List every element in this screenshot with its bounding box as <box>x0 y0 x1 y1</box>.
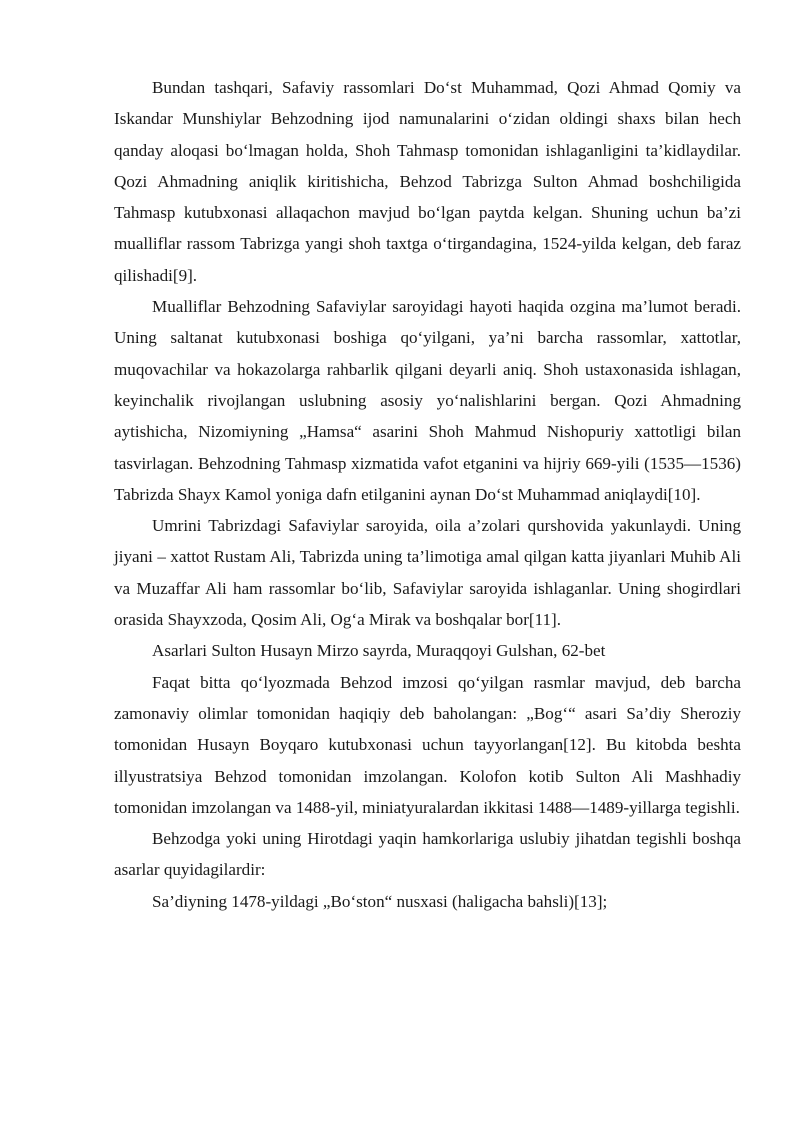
paragraph-caption-works: Asarlari Sulton Husayn Mirzo sayrda, Muraqqoyi Gulshan, 62-bet <box>152 641 606 661</box>
paragraph-safavid-painters: Bundan tashqari, Safaviy rassomlari Do‘st Muhammad, Qozi Ahmad Qomiy va Iskandar Munshiylar Behzodning ijod namunalarini o‘zidan oldingi shaxs bilan hech qanday aloqasi bo‘lmagan holda, Shoh Tahmasp tomonidan ishlaganligini ta’kidlaydilar. Qozi Ahmadning aniqlik kiritishicha, Behzod Tabrizga Sulton Ahmad boshchiligida Tahmasp kutubxonasi allaqachon mavjud bo‘lgan paytda kelgan. Shuning uchun ba’zi mualliflar rassom Tabrizga yangi shoh taxtga o‘tirgandagina, 1524-yilda kelgan, deb faraz qilishadi[9]. <box>114 78 741 285</box>
paragraph-signed-manuscript: Faqat bitta qo‘lyozmada Behzod imzosi qo‘yilgan rasmlar mavjud, deb barcha zamonaviy olimlar tomonidan haqiqiy deb baholangan: „Bog‘“ asari Sa’diy Sheroziy tomonidan Husayn Boyqaro kutubxonasi uchun tayyorlangan[12]. Bu kitobda beshta illyustratsiya Behzod tomonidan imzolangan. Kolofon kotib Sulton Ali Mashhadiy tomonidan imzolangan va 1488-yil, miniatyuralardan ikkitasi 1488—1489-yillarga tegishli. <box>114 672 741 817</box>
document-page <box>114 72 741 917</box>
paragraph-final-years: Umrini Tabrizdagi Safaviylar saroyida, oila a’zolari qurshovida yakunlaydi. Uning jiyani – xattot Rustam Ali, Tabrizda uning ta’limotiga amal qilgan katta jiyanlari Muhib Ali va Muzaffar Ali ham rassomlar bo‘lib, Safaviylar saroyida ishlaganlar. Uning shogirdlari orasida Shayxzoda, Qosim Ali, Og‘a Mirak va boshqalar bor[11]. <box>114 516 741 630</box>
list-item-boston-copy: Sa’diyning 1478-yildagi „Bo‘ston“ nusxasi (haligacha bahsli)[13]; <box>152 891 608 911</box>
paragraph-other-works-intro: Behzodga yoki uning Hirotdagi yaqin hamkorlariga uslubiy jihatdan tegishli boshqa asarlar quyidagilardir: <box>114 829 741 880</box>
paragraph-life-at-court: Mualliflar Behzodning Safaviylar saroyidagi hayoti haqida ozgina ma’lumot beradi. Uning saltanat kutubxonasi boshiga qo‘yilgani, ya’ni barcha rassomlar, xattotlar, muqovachilar va hokazolarga rahbarlik qilgani deyarli aniq. Shoh ustaxonasida ishlagan, keyinchalik rivojlangan uslubning asosiy yo‘nalishlarini bergan. Qozi Ahmadning aytishicha, Nizomiyning „Hamsa“ asarini Shoh Mahmud Nishopuriy xattotligi bilan tasvirlagan. Behzodning Tahmasp xizmatida vafot etganini va hijriy 669-yili (1535—1536) Tabrizda Shayx Kamol yoniga dafn etilganini aynan Do‘st Muhammad aniqlaydi[10]. <box>114 297 741 504</box>
